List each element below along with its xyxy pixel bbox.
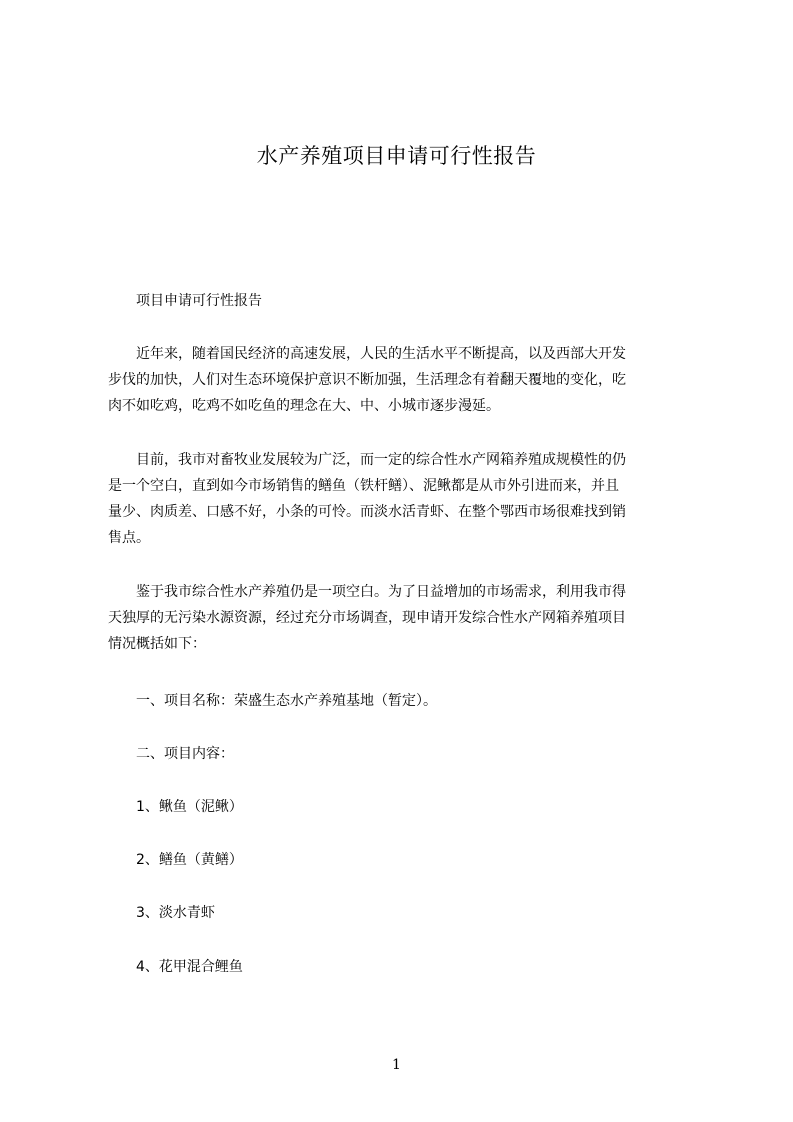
paragraph-line: 步伐的加快，人们对生态环境保护意识不断加强，生活理念有着翻天覆地的变化，吃 (108, 372, 626, 388)
project-name-item (108, 688, 702, 714)
list-item: 1、鳅鱼（泥鳅） (136, 799, 243, 815)
list-item: 2、鳝鱼（黄鳝） (136, 852, 243, 868)
paragraph-line: 是一个空白，直到如今市场销售的鳝鱼（铁杆鳝）、泥鳅都是从市外引进而来，并且 (108, 478, 619, 494)
paragraph-line: 近年来，随着国民经济的高速发展，人民的生活水平不断提高，以及西部大开发 (136, 346, 626, 362)
project-name-text: 一、项目名称：荣盛生态水产养殖基地（暂定）。 (136, 693, 437, 709)
list-item: 3、淡水青虾 (136, 905, 215, 921)
content-list-item (108, 954, 702, 980)
paragraph-line: 肉不如吃鸡，吃鸡不如吃鱼的理念在大、中、小城市逐步漫延。 (108, 398, 500, 414)
paragraph-line: 鉴于我市综合性水产养殖仍是一项空白。为了日益增加的市场需求，利用我市得 (136, 584, 626, 600)
paragraph-background (108, 341, 702, 419)
paragraph-line: 目前，我市对畜牧业发展较为广泛，而一定的综合性水产网箱养殖成规模性的仍 (136, 452, 626, 468)
project-content-heading: 二、项目内容： (136, 746, 234, 762)
paragraph-line: 量少、肉质差、口感不好，小条的可怜。而淡水活青虾、在整个鄂西市场很难找到销 (108, 504, 626, 520)
content-list-item (108, 900, 702, 926)
paragraph-line: 售点。 (108, 530, 150, 546)
content-list-item (108, 847, 702, 873)
page-number: 1 (392, 1057, 401, 1073)
content-list-item (108, 794, 702, 820)
subtitle-text: 项目申请可行性报告 (136, 293, 262, 309)
paragraph-current-situation (108, 447, 702, 551)
list-item: 4、花甲混合鲤鱼 (136, 959, 243, 975)
paragraph-line: 情况概括如下： (108, 636, 206, 652)
document-title: 水产养殖项目申请可行性报告 (256, 144, 537, 168)
project-content-item (108, 741, 702, 767)
paragraph-line: 天独厚的无污染水源资源，经过充分市场调查，现申请开发综合性水产网箱养殖项目 (108, 610, 626, 626)
subtitle-paragraph (108, 288, 702, 314)
paragraph-application (108, 579, 702, 657)
